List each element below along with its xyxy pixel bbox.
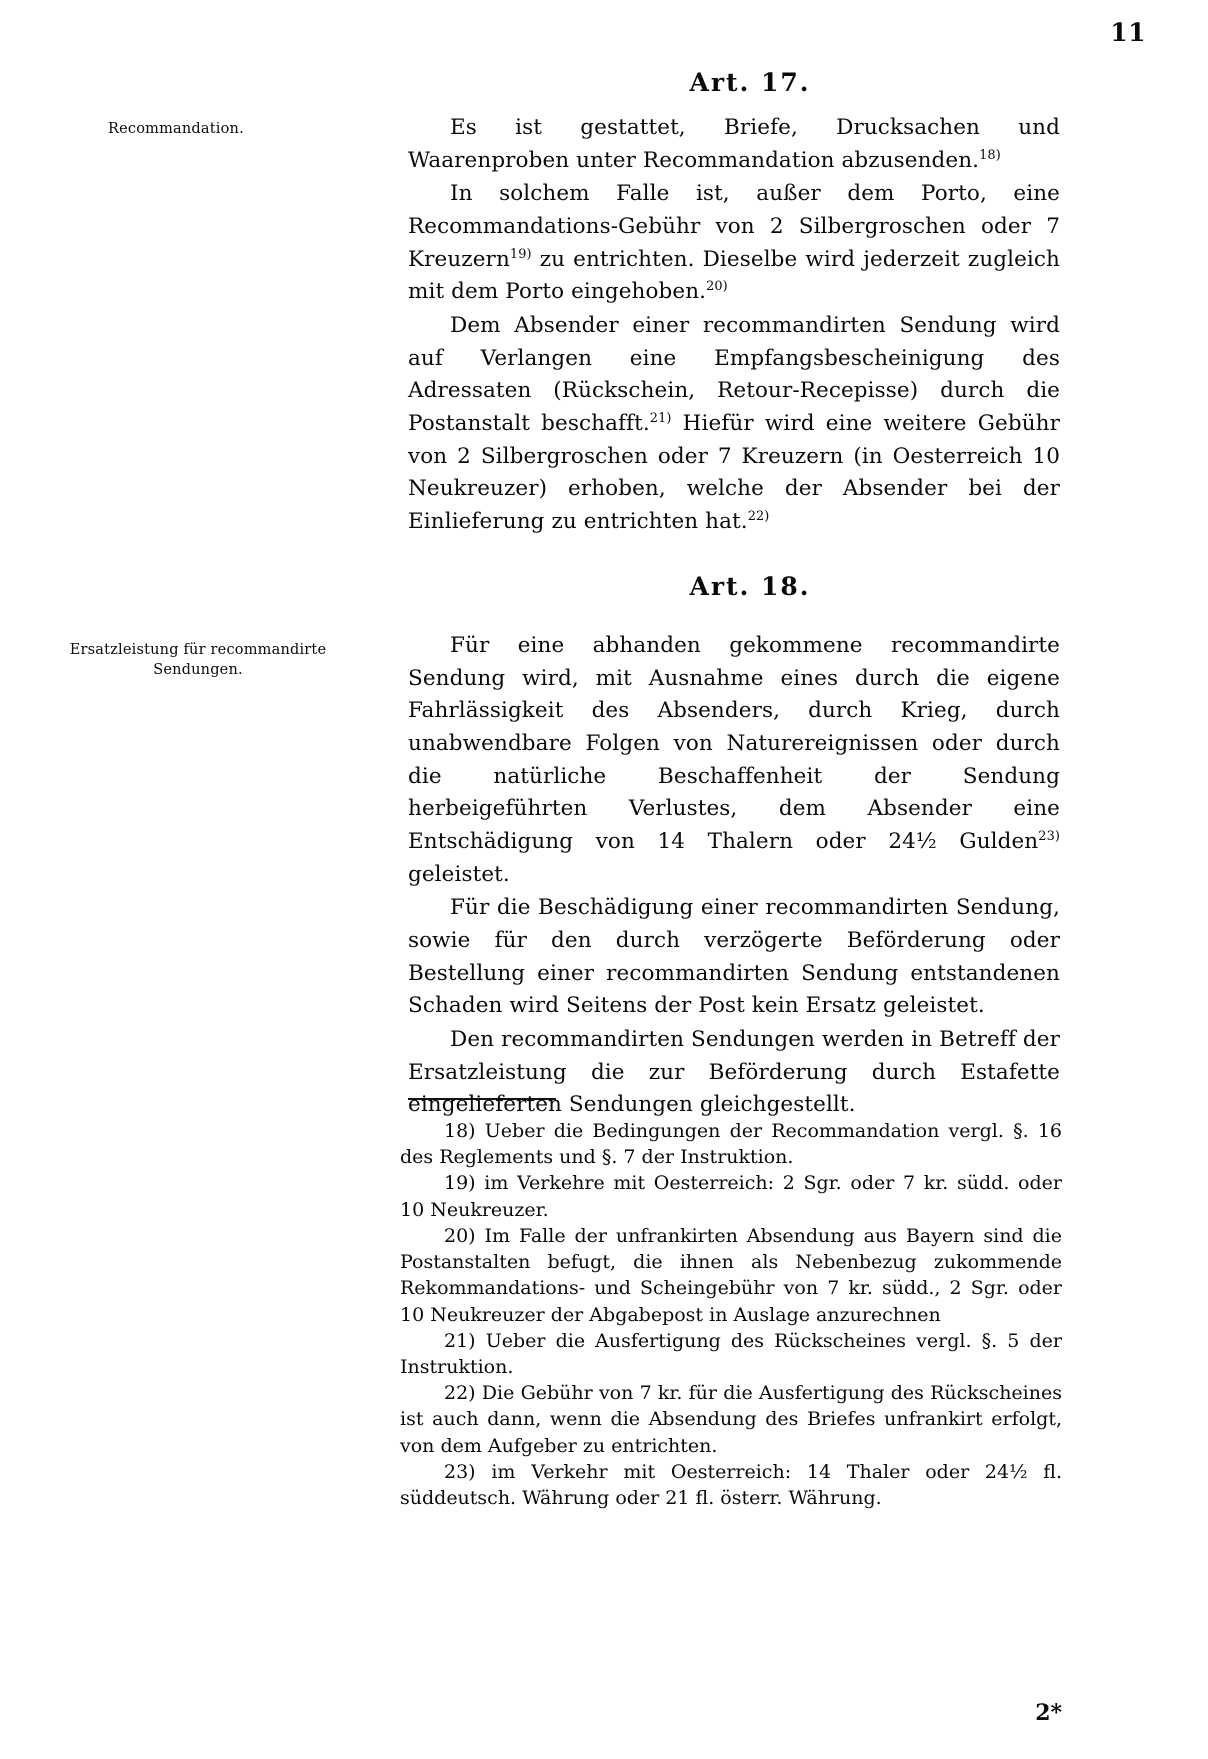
paragraph-text: Dem Absender einer recommandirten Sendung wird auf Verlangen eine Empfangsbescheinigung des Adressaten (Rückschein, Retour-Recepisse) durch die Postanstalt beschafft. [408,313,1060,437]
footnote-item: 22) Die Gebühr von 7 kr. für die Ausfertigung des Rückscheines ist auch dann, wenn die Absendung des Briefes unfrankirt erfolgt, von dem Aufgeber zu entrichten. [400,1382,1062,1457]
paragraph-text: In solchem Falle ist, außer dem Porto, eine Recommandations-Gebühr von 2 Silbergroschen oder 7 Kreuzern [408,181,1060,272]
page-number: 11 [1110,18,1146,47]
footnote-ref: 19) [509,246,532,262]
article-heading-18: Art. 18. [689,572,811,601]
footnote-item: 19) im Verkehre mit Oesterreich: 2 Sgr. oder 7 kr. südd. oder 10 Neukreuzer. [400,1172,1062,1221]
footnote-ref: 18) [979,147,1001,163]
footnote-ref: 21) [649,410,672,426]
article-body-18 [408,630,1060,1122]
paragraph-text: Hiefür wird eine weitere Gebühr von 2 Silbergroschen oder 7 Kreuzern (in Oesterreich 10 Neukreuzer) erhoben, welche der Absender bei der Einlieferung zu entrichten hat. [408,411,1060,535]
footnote-block [400,1118,1062,1511]
paragraph [408,630,1060,891]
paragraph-text: geleistet. [408,861,510,887]
paragraph [408,112,1060,177]
footnote-item: 20) Im Falle der unfrankirten Absendung aus Bayern sind die Postanstalten befugt, die ihnen als Nebenbezug zukommende Rekommandations- und Scheingebühr von 7 kr. südd., 2 Sgr. oder 10 Neukreuzer der Abgabepost in Auslage anzurechnen [400,1224,1062,1326]
paragraph [408,310,1060,539]
marginal-note-recommandation: Recommandation. [108,121,244,137]
footnote-ref: 20) [706,279,728,295]
paragraph-text: Für eine abhanden gekommene recommandirte Sendung wird, mit Ausnahme eines durch die eigene Fahrlässigkeit des Absenders, durch Krieg, durch unabwendbare Folgen von Naturereignissen oder durch die natürliche Beschaffenheit der Sendung herbeigeführten Verlustes, dem Absender eine Entschädigung von 14 Thalern oder 24½ Gulden [408,633,1060,855]
footnote-separator-rule [408,1098,556,1100]
marginal-note-ersatzleistung: Ersatzleistung für recommandirte Sendungen. [69,642,327,679]
paragraph [408,178,1060,309]
paragraph-text: zu entrichten. Dieselbe wird jederzeit zugleich mit dem Porto eingehoben. [408,246,1060,305]
footnote-item: 18) Ueber die Bedingungen der Recommandation vergl. §. 16 des Reglements und §. 7 der Instruktion. [400,1120,1062,1169]
footnote-item: 21) Ueber die Ausfertigung des Rückscheines vergl. §. 5 der Instruktion. [400,1329,1062,1378]
paragraph-text: Es ist gestattet, Briefe, Drucksachen und Waarenproben unter Recommandation abzusenden. [408,115,1060,173]
footnote-ref: 23) [1038,828,1060,844]
paragraph: Den recommandirten Sendungen werden in Betreff der Ersatzleistung die zur Beförderung durch Estafette eingelieferten Sendungen gleichgestellt. [408,1027,1060,1118]
paragraph: Für die Beschädigung einer recommandirten Sendung, sowie für den durch verzögerte Beförderung oder Bestellung einer recommandirten Sendung entstandenen Schaden wird Seitens der Post kein Ersatz geleistet. [408,895,1060,1019]
article-body-17 [408,112,1060,539]
footnote-ref: 22) [747,508,770,524]
signature-mark: 2* [1035,1700,1062,1726]
footnote-item: 23) im Verkehr mit Oesterreich: 14 Thaler oder 24½ fl. süddeutsch. Währung oder 21 fl. österr. Währung. [400,1460,1062,1510]
article-heading-17: Art. 17. [689,68,811,97]
